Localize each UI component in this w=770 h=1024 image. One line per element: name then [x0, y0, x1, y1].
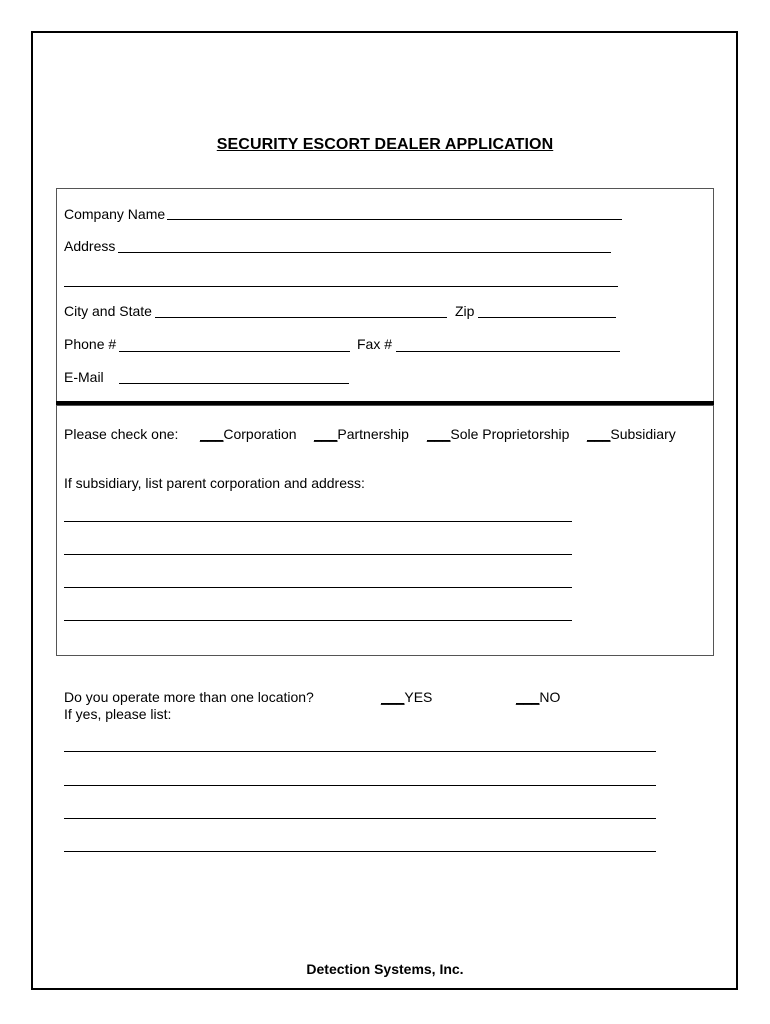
parent-corporation-line-4[interactable]: [64, 620, 572, 621]
document-title: SECURITY ESCORT DEALER APPLICATION: [216, 136, 554, 153]
option-yes[interactable]: ___YES: [381, 689, 433, 705]
checkbox-blank[interactable]: ___: [314, 426, 338, 442]
city-state-label: City and State: [64, 303, 152, 319]
phone-label: Phone #: [64, 336, 117, 352]
option-no[interactable]: ___NO: [516, 689, 561, 705]
company-name-label: Company Name: [64, 206, 166, 222]
subsidiary-prompt: If subsidiary, list parent corporation and address:: [64, 475, 365, 491]
company-name-field[interactable]: [167, 219, 622, 220]
multiple-locations-question: Do you operate more than one location?: [64, 689, 314, 705]
email-field[interactable]: [119, 383, 349, 384]
option-partnership[interactable]: ___Partnership: [314, 426, 409, 442]
business-type-box: [56, 405, 714, 656]
zip-label: Zip: [455, 303, 475, 319]
checkbox-blank[interactable]: ___: [381, 689, 405, 705]
location-line-3[interactable]: [64, 818, 656, 819]
location-line-4[interactable]: [64, 851, 656, 852]
location-line-2[interactable]: [64, 785, 656, 786]
parent-corporation-line-3[interactable]: [64, 587, 572, 588]
checkbox-blank[interactable]: ___: [516, 689, 540, 705]
address-field-line-1[interactable]: [118, 252, 611, 253]
checkbox-blank[interactable]: ___: [427, 426, 451, 442]
address-field-line-2[interactable]: [64, 286, 618, 287]
option-corporation[interactable]: ___Corporation: [200, 426, 297, 442]
checkbox-blank[interactable]: ___: [200, 426, 224, 442]
email-label: E-Mail: [64, 369, 104, 385]
city-state-field[interactable]: [155, 317, 447, 318]
list-locations-prompt: If yes, please list:: [64, 706, 172, 722]
company-footer: Detection Systems, Inc.: [306, 961, 464, 977]
parent-corporation-line-2[interactable]: [64, 554, 572, 555]
parent-corporation-line-1[interactable]: [64, 521, 572, 522]
option-sole-proprietorship[interactable]: ___Sole Proprietorship: [427, 426, 570, 442]
address-label: Address: [64, 238, 116, 254]
check-one-prompt: Please check one:: [64, 426, 179, 442]
fax-field[interactable]: [396, 351, 620, 352]
fax-label: Fax #: [357, 336, 393, 352]
checkbox-blank[interactable]: ___: [587, 426, 611, 442]
location-line-1[interactable]: [64, 751, 656, 752]
phone-field[interactable]: [119, 351, 350, 352]
zip-field[interactable]: [478, 317, 616, 318]
option-subsidiary[interactable]: ___Subsidiary: [587, 426, 676, 442]
